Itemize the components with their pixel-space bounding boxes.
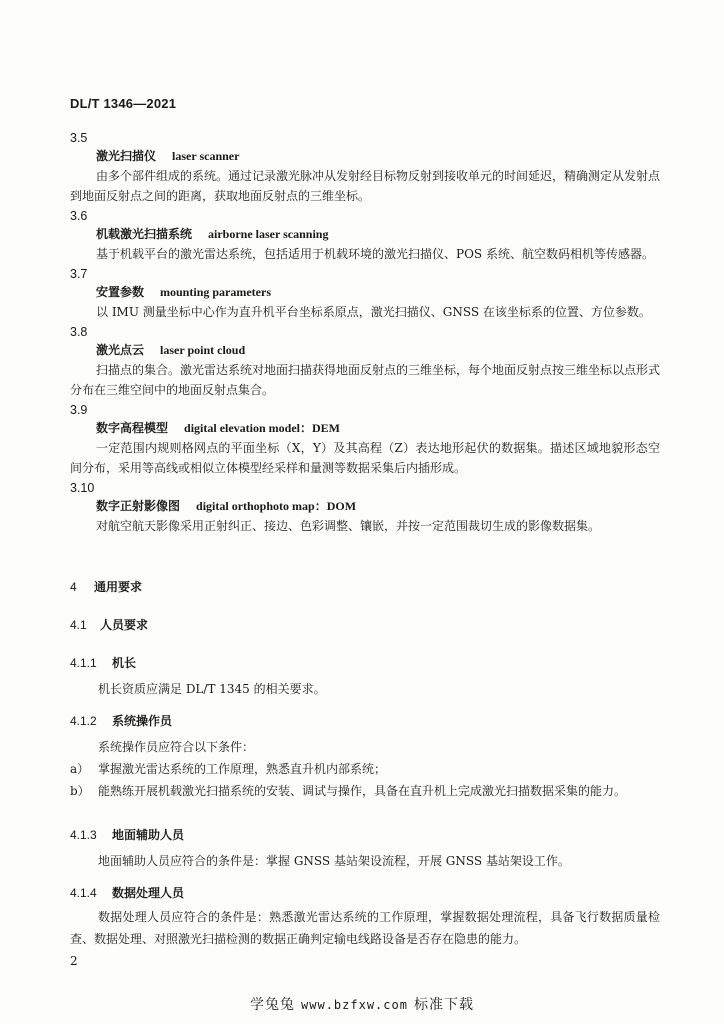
list-item xyxy=(70,758,660,780)
section-title: 地面辅助人员 xyxy=(112,828,185,842)
section-4-1-4-heading xyxy=(70,884,184,901)
term-3-9 xyxy=(70,400,660,478)
list-item xyxy=(70,780,660,802)
term-number: 3.8 xyxy=(70,325,88,339)
list-marker: a） xyxy=(70,762,90,776)
section-4-1-1-body xyxy=(70,678,660,700)
download-footer xyxy=(0,994,724,1014)
term-title-en: airborne laser scanning xyxy=(208,227,329,241)
section-title: 系统操作员 xyxy=(112,714,173,728)
section-4-1-heading xyxy=(70,616,148,633)
section-title: 机长 xyxy=(112,656,137,670)
term-title-cn: 机载激光扫描系统 xyxy=(96,227,193,241)
paragraph: 机长资质应满足 DL/T 1345 的相关要求。 xyxy=(98,682,326,696)
section-number: 4.1.3 xyxy=(70,828,97,842)
section-4-1-1-heading xyxy=(70,654,136,671)
term-3-7 xyxy=(70,264,660,322)
term-definition: 扫描点的集合。激光雷达系统对地面扫描获得地面反射点的三维坐标，每个地面反射点按三维坐标以点形式分布在三维空间中的地面反射点集合。 xyxy=(70,363,661,397)
list-marker: b） xyxy=(70,784,90,798)
section-title: 人员要求 xyxy=(100,618,149,632)
term-3-6 xyxy=(70,206,660,264)
term-number: 3.10 xyxy=(70,481,95,495)
term-title-cn: 数字高程模型 xyxy=(96,421,169,435)
standard-code-header: DL/T 1346—2021 xyxy=(70,96,177,111)
term-title-cn: 数字正射影像图 xyxy=(96,499,181,513)
term-number: 3.6 xyxy=(70,209,88,223)
terms-list xyxy=(70,128,660,536)
page-number: 2 xyxy=(70,954,78,968)
list-text: 能熟练开展机载激光扫描系统的安装、调试与操作，具备在直升机上完成激光扫描数据采集的能力。 xyxy=(98,784,627,798)
term-3-10 xyxy=(70,478,660,536)
term-title-en: laser point cloud xyxy=(160,343,246,357)
term-definition: 由多个部件组成的系统。通过记录激光脉冲从发射经目标物反射到接收单元的时间延迟，精确测定从发射点到地面反射点之间的距离，获取地面反射点的三维坐标。 xyxy=(70,169,661,203)
section-number: 4.1.2 xyxy=(70,714,97,728)
term-title-cn: 激光点云 xyxy=(96,343,145,357)
term-title xyxy=(96,282,660,302)
term-3-5 xyxy=(70,128,660,206)
term-number: 3.5 xyxy=(70,131,88,145)
section-title: 数据处理人员 xyxy=(112,886,185,900)
term-title xyxy=(96,496,660,516)
paragraph: 系统操作员应符合以下条件： xyxy=(98,740,255,754)
term-title-cn: 安置参数 xyxy=(96,285,145,299)
section-title: 通用要求 xyxy=(94,580,143,594)
section-4-1-2-heading xyxy=(70,712,172,729)
section-4-1-3-body xyxy=(70,850,660,872)
section-number: 4.1.4 xyxy=(70,886,97,900)
term-title-cn: 激光扫描仪 xyxy=(96,149,157,163)
section-number: 4.1.1 xyxy=(70,656,97,670)
section-number: 4 xyxy=(70,580,77,594)
term-title-en: laser scanner xyxy=(172,149,240,163)
section-4-1-4-body: 数据处理人员应符合的条件是：熟悉激光雷达系统的工作原理，掌握数据处理流程，具备飞行数据质量检查、数据处理、对照激光扫描检测的数据正确判定输电线路设备是否存在隐患的能力。 xyxy=(70,910,660,946)
term-definition: 以 IMU 测量坐标中心作为直升机平台坐标系原点，激光扫描仪、GNSS 在该坐标系的位置、方位参数。 xyxy=(96,305,651,319)
section-4-1-3-heading xyxy=(70,826,184,843)
term-title xyxy=(96,340,660,360)
paragraph: 地面辅助人员应符合的条件是：掌握 GNSS 基站架设流程，开展 GNSS 基站架设工作。 xyxy=(98,854,570,868)
term-number: 3.7 xyxy=(70,267,88,281)
section-4-heading xyxy=(70,578,142,595)
term-title xyxy=(96,146,660,166)
term-definition: 一定范围内规则格网点的平面坐标（X，Y）及其高程（Z）表达地形起伏的数据集。描述区域地貌形态空间分布，采用等高线或相似立体模型经采样和量测等数据采集后内插形成。 xyxy=(70,441,660,475)
section-4-1-2-body xyxy=(70,736,660,802)
footer-label: 标准下载 xyxy=(413,997,474,1013)
term-title xyxy=(96,224,660,244)
section-number: 4.1 xyxy=(70,618,87,632)
list-text: 掌握激光雷达系统的工作原理，熟悉直升机内部系统； xyxy=(98,762,387,776)
term-definition: 基于机载平台的激光雷达系统，包括适用于机载环境的激光扫描仪、POS 系统、航空数码相机等传感器。 xyxy=(96,247,654,261)
term-number: 3.9 xyxy=(70,403,88,417)
term-title xyxy=(96,418,660,438)
footer-url[interactable]: www.bzfxw.com xyxy=(301,998,408,1012)
term-definition: 对航空航天影像采用正射纠正、接边、色彩调整、镶嵌，并按一定范围裁切生成的影像数据集。 xyxy=(96,519,601,533)
term-title-en: digital elevation model：DEM xyxy=(184,421,341,435)
term-title-en: digital orthophoto map：DOM xyxy=(196,499,357,513)
term-3-8 xyxy=(70,322,660,400)
footer-site-name: 学兔兔 xyxy=(250,997,296,1013)
term-title-en: mounting parameters xyxy=(160,285,272,299)
